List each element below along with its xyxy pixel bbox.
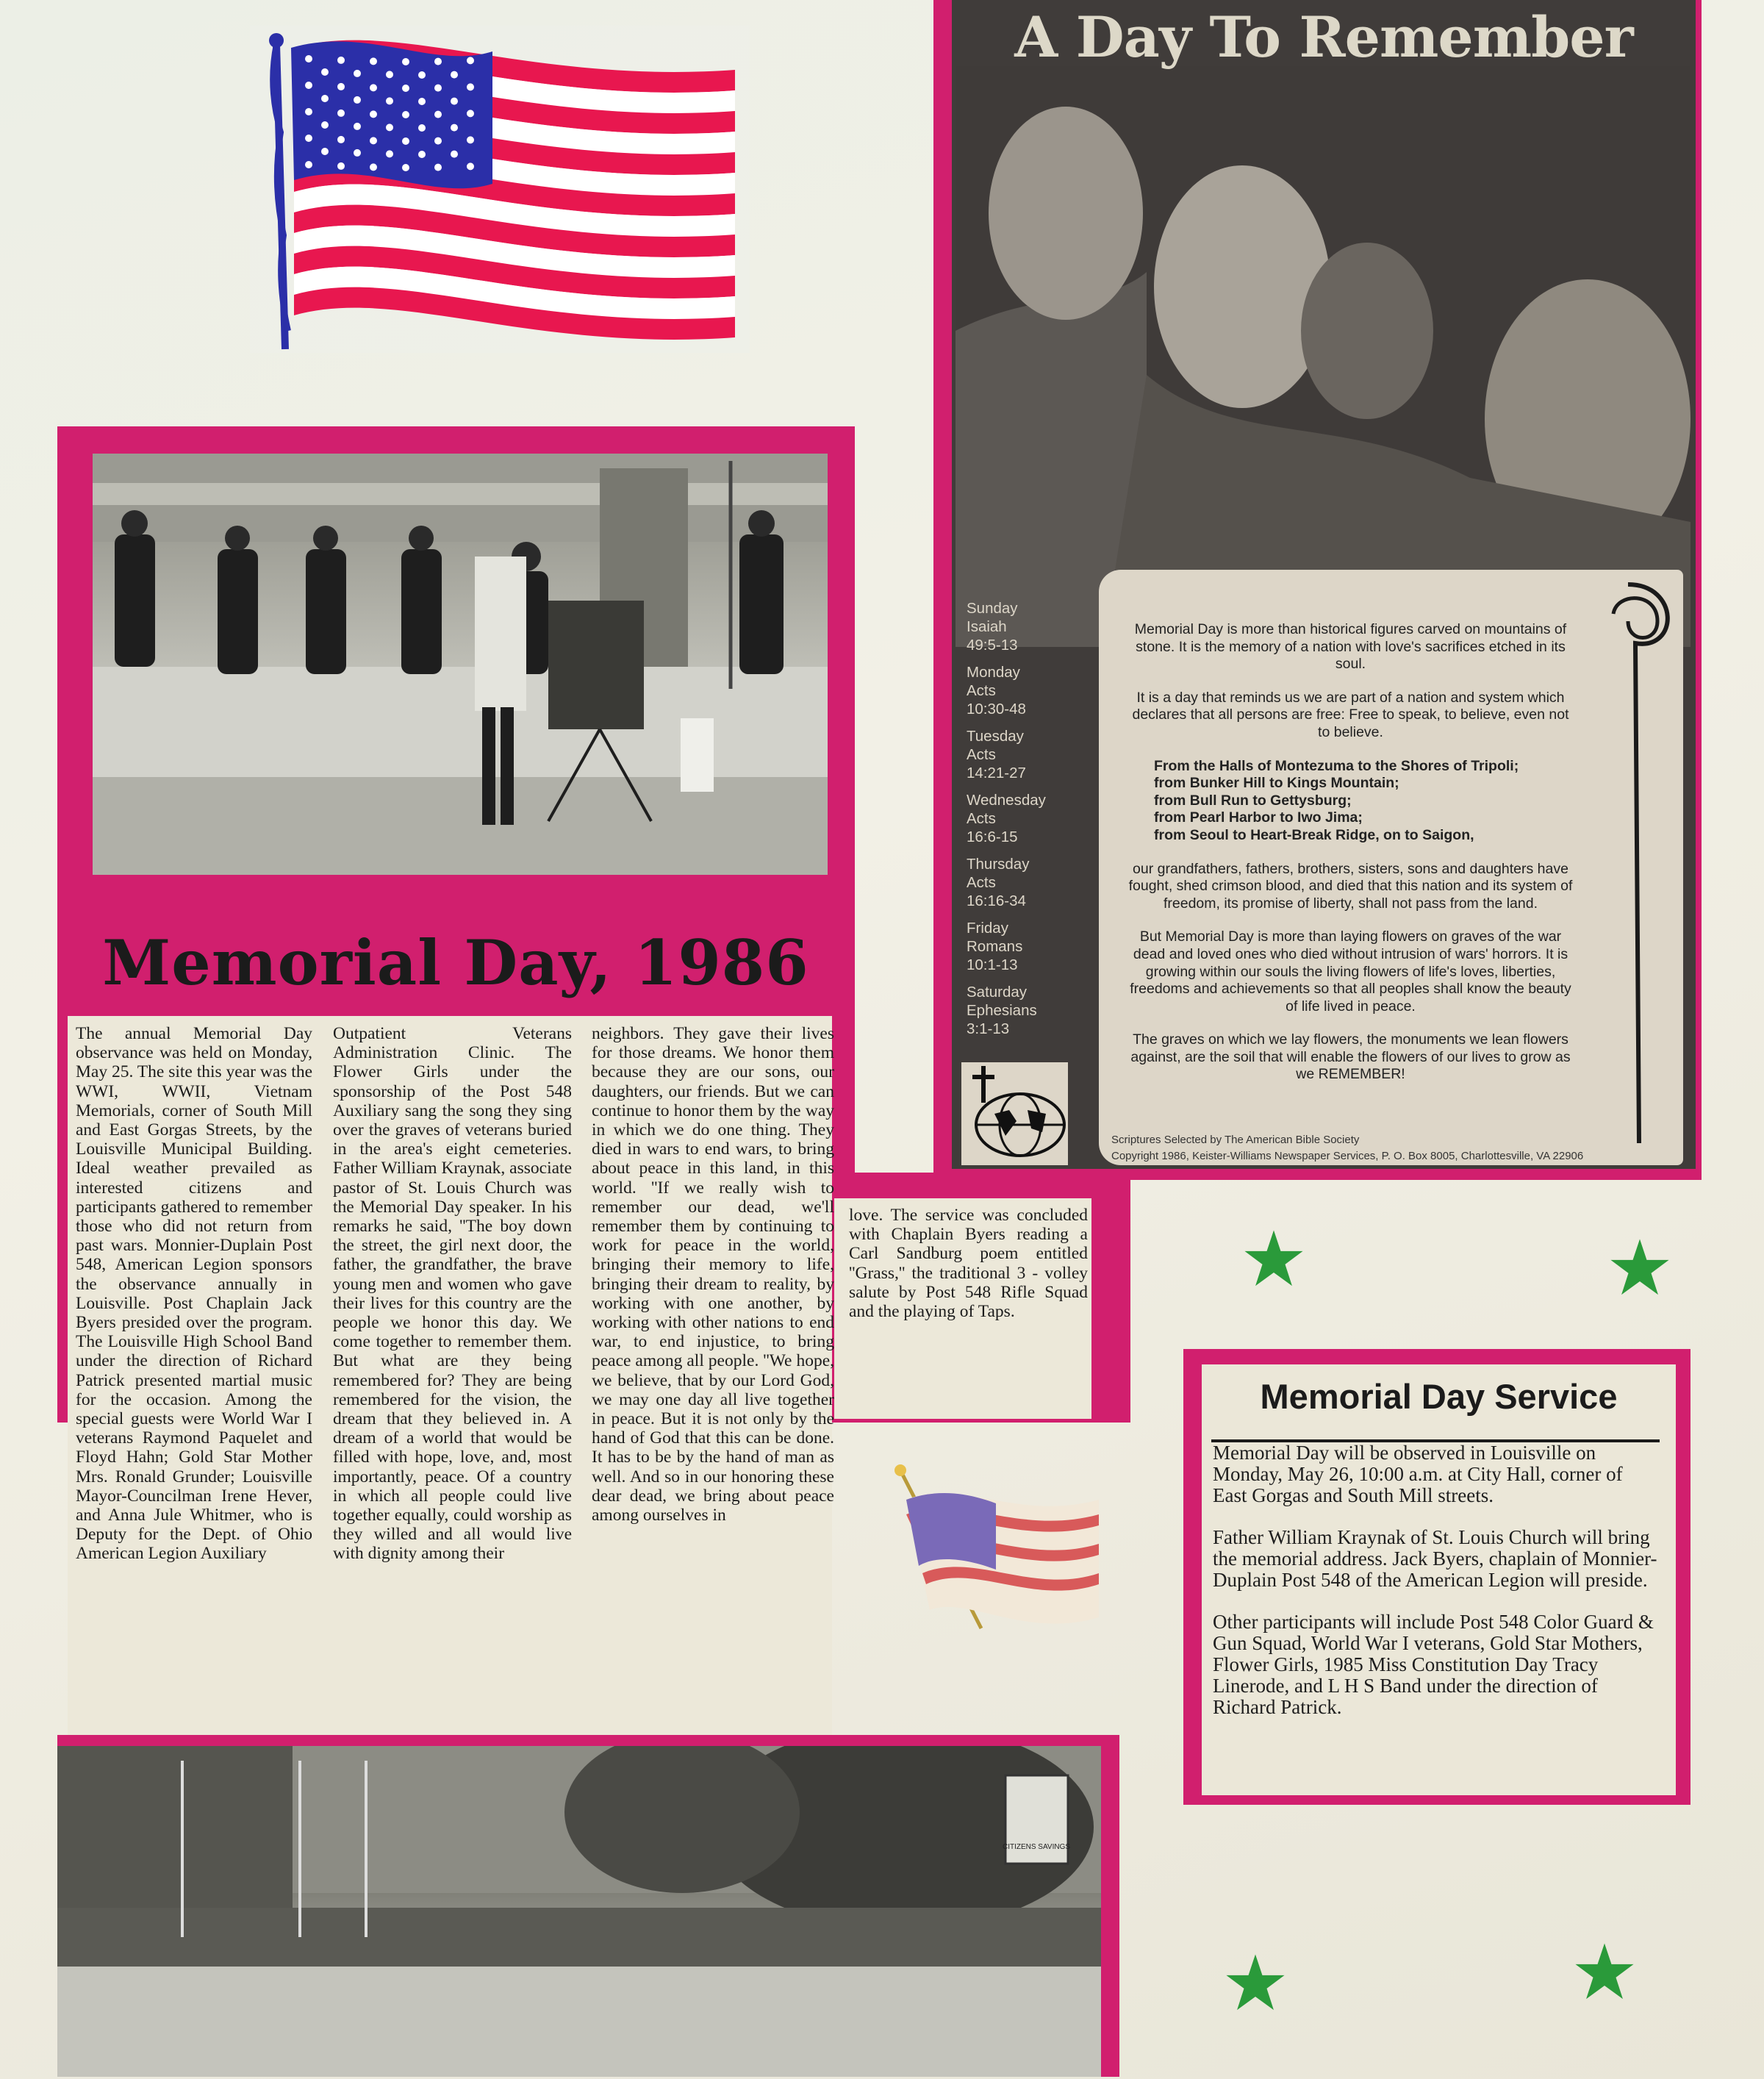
flag-star	[451, 98, 458, 105]
scripture-day: Wednesday	[967, 792, 1046, 809]
green-star-sticker	[1573, 1941, 1636, 2004]
flag-star	[305, 55, 312, 62]
remember-paragraph-4: But Memorial Day is more than laying flowers on graves of the war dead and loved ones who died without intrusion of wars' horrors. It is growing within our souls the living flowers of life's loves, liberties, freedoms and achievements so that all peoples shall know the beauty of life lived in peace.	[1130, 928, 1571, 1015]
flag-star	[386, 124, 393, 131]
scripture-ref: 10:1-13	[967, 956, 1018, 973]
flag-star	[402, 137, 409, 145]
flag-star	[467, 162, 474, 170]
flag-star	[321, 95, 329, 102]
flag-star	[337, 83, 345, 90]
green-star-sticker	[1242, 1228, 1305, 1291]
flag-star	[370, 57, 377, 65]
flag-star	[418, 124, 426, 132]
flag-star	[354, 123, 361, 130]
scripture-wednesday	[967, 791, 1095, 846]
credit-line-2: Copyright 1986, Keister-Williams Newspaper Services, P. O. Box 8005, Charlottesville, VA 22906	[1111, 1150, 1584, 1162]
flag-star	[321, 121, 329, 129]
flag-star	[354, 96, 361, 104]
flag-star	[467, 110, 474, 117]
globe-cross-icon	[961, 1062, 1068, 1165]
scripture-thursday	[967, 855, 1095, 910]
flag-star	[467, 136, 474, 143]
scripture-saturday	[967, 983, 1095, 1038]
service-body	[1213, 1442, 1661, 1788]
flag-star	[354, 149, 361, 157]
mount-rushmore-image	[956, 66, 1690, 647]
flag-star	[451, 71, 458, 79]
scripture-day: Friday	[967, 920, 1008, 937]
service-paragraph-1: Memorial Day will be observed in Louisville on Monday, May 26, 10:00 a.m. at City Hall, corner of East Gorgas and South Mill streets.	[1213, 1442, 1623, 1506]
battle-line: from Bunker Hill to Kings Mountain;	[1154, 775, 1399, 792]
remember-title: A Day To Remember	[1014, 4, 1633, 70]
scripture-book: Acts	[967, 682, 996, 699]
flag-star	[418, 151, 426, 158]
service-paragraph-3: Other participants will include Post 548 Color Guard & Gun Squad, World War I veterans, Gold Star Mothers, Flower Girls, 1985 Miss Constitution Day Tracy Linerode, and L H S Band under the direction of Richard Patrick.	[1213, 1611, 1654, 1718]
flag-star	[305, 161, 312, 168]
service-paragraph-2: Father William Kraynak of St. Louis Church will bring the memorial address. Jack Byers, chaplain of Monnier-Duplain Post 548 of the American Legion will preside.	[1213, 1526, 1657, 1591]
flag-star	[386, 71, 393, 78]
flag-star	[451, 151, 458, 158]
flag-star	[418, 98, 426, 105]
small-flag-sticker	[886, 1463, 1106, 1632]
scripture-day: Sunday	[967, 600, 1018, 617]
scripture-day: Thursday	[967, 856, 1030, 873]
remember-paragraph-1: Memorial Day is more than historical figures carved on mountains of stone. It is the memory of a nation with love's sacrifices etched in its soul.	[1134, 621, 1567, 673]
flag-star	[321, 148, 329, 155]
flag-star	[434, 58, 442, 65]
scripture-day: Tuesday	[967, 728, 1024, 745]
scripture-day: Monday	[967, 664, 1020, 681]
flag-star	[370, 110, 377, 118]
flag-star	[370, 163, 377, 171]
flag-star	[305, 108, 312, 115]
flag-star	[402, 85, 409, 92]
flag-star	[321, 68, 329, 76]
service-title: Memorial Day Service	[1260, 1377, 1618, 1416]
scripture-book: Isaiah	[967, 618, 1007, 635]
battle-line: from Pearl Harbor to Iwo Jima;	[1154, 809, 1363, 826]
battle-line: from Seoul to Heart-Break Ridge, on to Saigon,	[1154, 826, 1474, 843]
flag-star	[386, 97, 393, 104]
scripture-book: Acts	[967, 810, 996, 827]
flag-star	[467, 57, 474, 64]
american-flag-sticker	[250, 26, 750, 353]
flag-star	[418, 71, 426, 79]
scripture-ref: 49:5-13	[967, 637, 1018, 654]
bank-sign-text: CITIZENS SAVINGS	[1002, 1843, 1071, 1851]
article-headline: Memorial Day, 1986	[102, 926, 809, 999]
flag-star	[402, 111, 409, 118]
scripture-tuesday	[967, 727, 1095, 782]
scripture-book: Ephesians	[967, 1002, 1037, 1019]
green-star-sticker	[1608, 1237, 1671, 1300]
article-column-3: neighbors. They gave their lives for those dreams. We honor them because they are our sons, our daughters, our friends. But we can continue to honor them by the way in which we do one thing. They died in wars to end wars, to bring about peace in this land, in this world. ''If we really wish to remember our dead, we'll remember them by continuing to work for peace in the world, bringing their memory to life, bringing their dream to reality, by working with one another, by working with other nations to end war, to end injustice, to bring peace among all people. ''We hope, we believe, that by our Lord God, we may one day all live together in peace. But it is not only by the hand of God that this can be done. It has to be by the hand of man as well. And so in our honoring these dear dead, we bring about peace among ourselves in	[592, 1024, 834, 1525]
green-star-sticker	[1224, 1952, 1287, 2015]
scripture-book: Acts	[967, 746, 996, 763]
remember-paragraph-5: The graves on which we lay flowers, the monuments we lean flowers against, are the soil that will enable the flowers of our lives to grow as we REMEMBER!	[1130, 1031, 1571, 1083]
flag-star	[402, 58, 409, 65]
flag-star	[434, 85, 442, 92]
remember-text	[1125, 621, 1577, 1128]
scripture-day: Saturday	[967, 984, 1028, 1001]
flag-star	[305, 135, 312, 142]
crowd-street-photo	[57, 1746, 1101, 2077]
scripture-friday	[967, 919, 1095, 974]
scripture-ref: 16:16-34	[967, 892, 1026, 909]
article-column-4: love. The service was concluded with Chaplain Byers reading a Carl Sandburg poem entitled ''Grass,'' the traditional 3 - volley salute by Post 548 Rifle Squad and the playing of Taps.	[849, 1206, 1088, 1322]
article-column-1: The annual Memorial Day observance was held on Monday, May 25. The site this year was the WWI, WWII, Vietnam Memorials, corner of South Mill and East Gorgas Streets, by the Louisville Municipal Building. Ideal weather prevailed as interested citizens and participants gathered to remember those who did not return from past wars. Monnier-Duplain Post 548, American Legion sponsors the observance annually in Louisville. Post Chaplain Jack Byers presided over the program. The Louisville High School Band under the direction of Richard Patrick presented martial music for the occasion. Among the special guests were World War I veterans Raymond Paquelet and Floyd Hahn; Gold Star Mother Mrs. Ronald Grunder; Louisville Mayor-Councilman Irene Hever, and Anna Jule Whitmer, who is Deputy for the Dept. of Ohio American Legion Auxiliary	[76, 1024, 312, 1564]
scripture-monday	[967, 663, 1095, 718]
flag-star	[386, 150, 393, 157]
flag-star	[337, 110, 345, 117]
flag-star	[337, 162, 345, 170]
memorial-ceremony-photo	[93, 454, 828, 875]
scripture-list	[967, 599, 1095, 1136]
battle-list	[1154, 758, 1577, 845]
scripture-book: Acts	[967, 874, 996, 891]
credit-line-1: Scriptures Selected by The American Bible Society	[1111, 1134, 1360, 1146]
scripture-ref: 16:6-15	[967, 829, 1018, 845]
flag-star	[402, 164, 409, 171]
scripture-book: Romans	[967, 938, 1023, 955]
remember-paragraph-2: It is a day that reminds us we are part of a nation and system which declares that all persons are free: Free to speak, to believe, even not to believe.	[1132, 689, 1569, 740]
scripture-ref: 14:21-27	[967, 765, 1026, 781]
flag-star	[434, 111, 442, 118]
flag-star	[434, 137, 442, 145]
remember-paragraph-3: our grandfathers, fathers, brothers, sisters, sons and daughters have fought, shed crimson blood, and died that this nation and its system of freedom, its promise of liberty, shall not pass from the land.	[1128, 860, 1573, 912]
scripture-ref: 10:30-48	[967, 701, 1026, 718]
flag-star	[370, 137, 377, 144]
flag-star	[337, 57, 345, 64]
scripture-sunday	[967, 599, 1095, 654]
battle-line: from Bull Run to Gettysburg;	[1154, 792, 1352, 809]
scripture-ref: 3:1-13	[967, 1020, 1010, 1037]
flag-star	[337, 136, 345, 143]
remember-credits	[1111, 1132, 1685, 1169]
battle-line: From the Halls of Montezuma to the Shores of Tripoli;	[1154, 757, 1519, 774]
article-column-2: Outpatient Veterans Administration Clinic. The Flower Girls under the sponsorship of the Post 548 Auxiliary sang the song they sing over the graves of veterans buried in the area's eight cemeteries. Father William Kraynak, associate pastor of St. Louis Church was the Memorial Day speaker. In his remarks he said, ''The boy down the street, the girl next door, the father, the grandfather, the brave young men and women who gave their lives for this country are the people we honor this day. We come together to remember them. But what are they being remembered for? They are being remembered for the vision, the dream that they believed in. A dream of a world that would be filled with hope, love, and, most importantly, peace. Of a country in which all people could live together equally, could worship as they willed and all would live with dignity among their	[333, 1024, 572, 1564]
flag-star	[434, 164, 442, 171]
flag-star	[370, 84, 377, 91]
flag-star	[467, 83, 474, 90]
flag-star	[305, 82, 312, 89]
flag-star	[354, 70, 361, 77]
flag-star	[451, 124, 458, 132]
